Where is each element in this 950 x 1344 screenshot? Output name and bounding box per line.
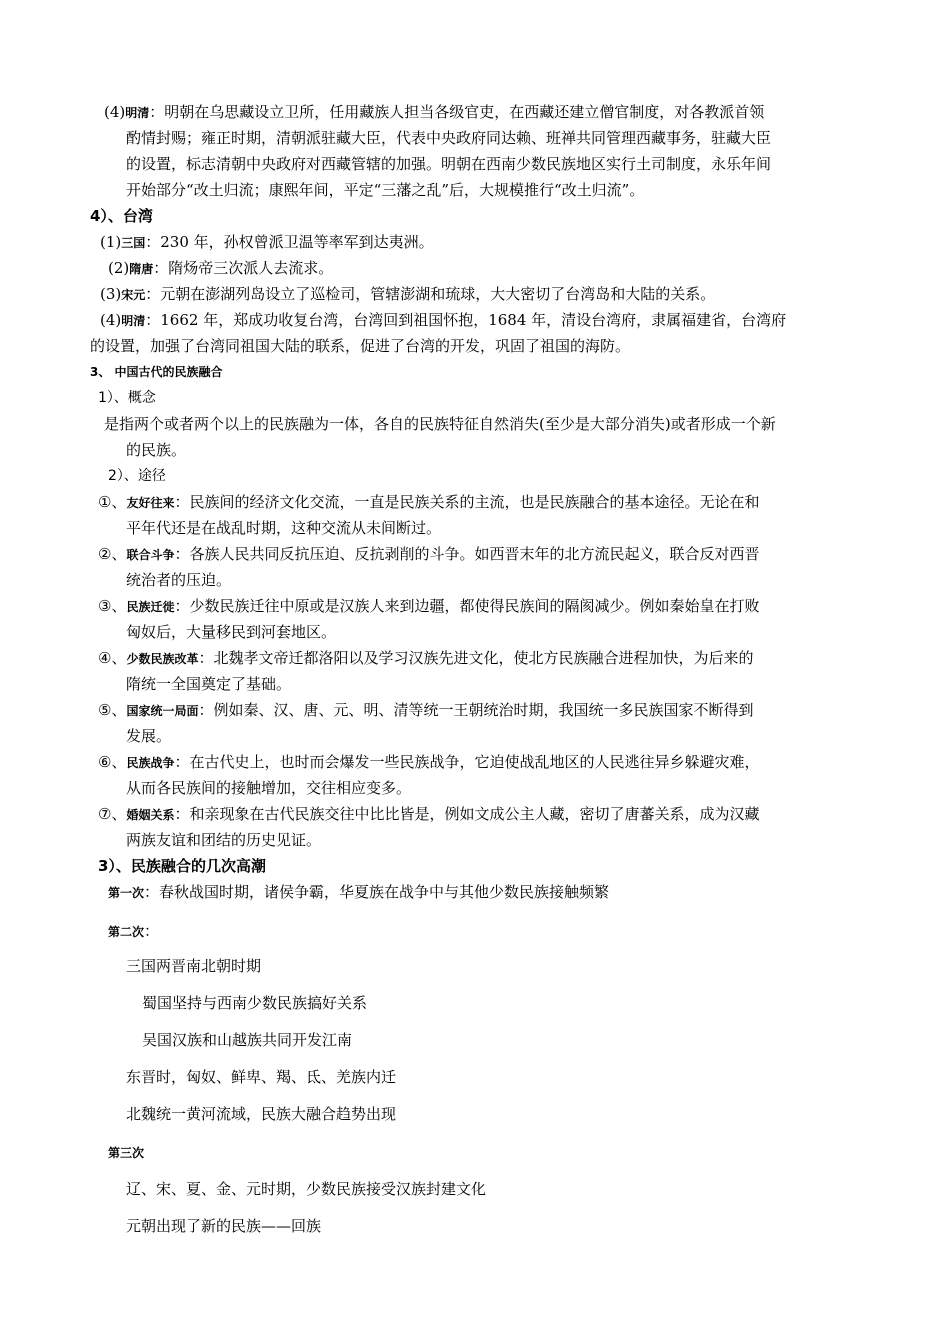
path-item-4 [98, 645, 753, 672]
item-label: 明清 [121, 314, 146, 328]
concept-line-1: 是指两个或者两个以上的民族融为一体，各自的民族特征自然消失(至少是大部分消失)或者形成一个新 [104, 415, 776, 433]
item-number: (3) [100, 285, 122, 303]
second-climax-item: 北魏统一黄河流域，民族大融合趋势出现 [126, 1105, 397, 1123]
second-climax-item: 东晋时，匈奴、鲜卑、羯、氐、羌族内迁 [126, 1068, 397, 1086]
third-climax-label: 第三次 [108, 1146, 145, 1160]
item-text: ：少数民族迁往中原或是汉族人来到边疆，都使得民族间的隔阂减少。例如秦始皇在打败 [174, 597, 760, 615]
item-number: (1) [100, 233, 122, 251]
item-label: 隋唐 [129, 262, 154, 276]
second-climax-label: 第二次 [108, 925, 145, 939]
tibet-mingqing-line-1 [104, 99, 764, 126]
second-climax-heading [108, 918, 159, 945]
item-number: ⑦、 [98, 805, 127, 823]
taiwan-item-1 [100, 229, 434, 256]
second-climax-colon: ： [144, 922, 160, 940]
item-text: ：元朝在澎湖列岛设立了巡检司，管辖澎湖和琉球，大大密切了台湾岛和大陆的关系。 [145, 285, 716, 303]
tibet-mingqing-line-3: 的设置，标志清朝中央政府对西藏管辖的加强。明朝在西南少数民族地区实行土司制度，永乐年间 [126, 155, 772, 173]
item-label: 宋元 [121, 288, 146, 302]
item-label: 三国 [121, 236, 146, 250]
item-number: ②、 [98, 545, 127, 563]
item-number: ①、 [98, 493, 127, 511]
taiwan-item-3 [100, 281, 715, 308]
path-item-7 [98, 801, 759, 828]
item-text: ：北魏孝文帝迁都洛阳以及学习汉族先进文化，使北方民族融合进程加快，为后来的 [198, 649, 754, 667]
path-item-1-cont: 平年代还是在战乱时期，这种交流从未间断过。 [126, 519, 442, 537]
second-climax-item: 吴国汉族和山越族共同开发江南 [142, 1031, 353, 1049]
item-label: 少数民族改革 [126, 652, 199, 666]
path-item-6-cont: 从而各民族间的接触增加，交往相应变多。 [126, 779, 412, 797]
item-text: ：在古代史上，也时而会爆发一些民族战争，它迫使战乱地区的人民逃往异乡躲避灾难， [174, 753, 760, 771]
item-number: ③、 [98, 597, 127, 615]
item-text: ：1662 年，郑成功收复台湾，台湾回到祖国怀抱，1684 年，清设台湾府，隶属福建省，台湾府 [145, 311, 787, 329]
item-text: ：例如秦、汉、唐、元、明、清等统一王朝统治时期，我国统一多民族国家不断得到 [198, 701, 754, 719]
taiwan-item-4 [100, 307, 786, 334]
first-climax-label: 第一次 [108, 886, 145, 900]
path-item-3-cont: 匈奴后，大量移民到河套地区。 [126, 623, 337, 641]
first-climax [108, 879, 609, 906]
taiwan-item-4-continued: 的设置，加强了台湾同祖国大陆的联系，促进了台湾的开发，巩固了祖国的海防。 [90, 337, 631, 355]
second-climax-item: 三国两晋南北朝时期 [126, 957, 262, 975]
item-text: ：明朝在乌思藏设立卫所，任用藏族人担当各级官吏，在西藏还建立僧官制度，对各教派首领 [149, 103, 765, 121]
taiwan-item-2 [108, 255, 333, 282]
climax-heading: 3）、民族融合的几次高潮 [98, 857, 266, 875]
first-climax-text: ：春秋战国时期，诸侯争霸，华夏族在战争中与其他少数民族接触频繁 [144, 883, 610, 901]
path-item-7-cont: 两族友谊和团结的历史见证。 [126, 831, 322, 849]
concept-line-2: 的民族。 [126, 441, 187, 459]
path-item-5 [98, 697, 753, 724]
path-item-4-cont: 隋统一全国奠定了基础。 [126, 675, 292, 693]
item-number: ⑥、 [98, 753, 127, 771]
item-number: (4) [100, 311, 122, 329]
concept-heading: 1）、概念 [98, 390, 156, 406]
item-number: ⑤、 [98, 701, 127, 719]
path-item-2 [98, 541, 759, 568]
item-label: 民族迁徙 [126, 600, 175, 614]
item-text: ：隋炀帝三次派人去流求。 [153, 259, 334, 277]
taiwan-heading: 4）、台湾 [90, 207, 153, 225]
item-text: ：各族人民共同反抗压迫、反抗剥削的斗争。如西晋末年的北方流民起义，联合反对西晋 [174, 545, 760, 563]
item-label: 婚姻关系 [126, 808, 175, 822]
item-label: 友好往来 [126, 496, 175, 510]
section-3-heading: 3、 中国古代的民族融合 [90, 365, 223, 379]
item-text: ：和亲现象在古代民族交往中比比皆是，例如文成公主人藏，密切了唐蕃关系，成为汉藏 [174, 805, 760, 823]
item-label: 明清 [125, 106, 150, 120]
third-climax-item: 元朝出现了新的民族——回族 [126, 1217, 322, 1235]
item-label: 联合斗争 [126, 548, 175, 562]
item-number: (2) [108, 259, 130, 277]
tibet-mingqing-line-4: 开始部分“改土归流；康熙年间，平定“三藩之乱”后，大规模推行“改土归流”。 [126, 181, 645, 199]
path-item-6 [98, 749, 759, 776]
second-climax-item: 蜀国坚持与西南少数民族搞好关系 [142, 994, 368, 1012]
third-climax-item: 辽、宋、夏、金、元时期，少数民族接受汉族封建文化 [126, 1180, 487, 1198]
item-text: ：230 年，孙权曾派卫温等率军到达夷洲。 [145, 233, 434, 251]
item-number: ④、 [98, 649, 127, 667]
path-item-3 [98, 593, 759, 620]
path-item-2-cont: 统治者的压迫。 [126, 571, 232, 589]
path-item-5-cont: 发展。 [126, 727, 172, 745]
item-label: 民族战争 [126, 756, 175, 770]
path-heading: 2）、途径 [108, 468, 166, 484]
item-label: 国家统一局面 [126, 704, 199, 718]
tibet-mingqing-line-2: 酌情封赐；雍正时期，清朝派驻藏大臣，代表中央政府同达赖、班禅共同管理西藏事务，驻藏大臣 [126, 129, 772, 147]
item-text: ：民族间的经济文化交流，一直是民族关系的主流，也是民族融合的基本途径。无论在和 [174, 493, 760, 511]
item-number: (4) [104, 103, 126, 121]
path-item-1 [98, 489, 759, 516]
